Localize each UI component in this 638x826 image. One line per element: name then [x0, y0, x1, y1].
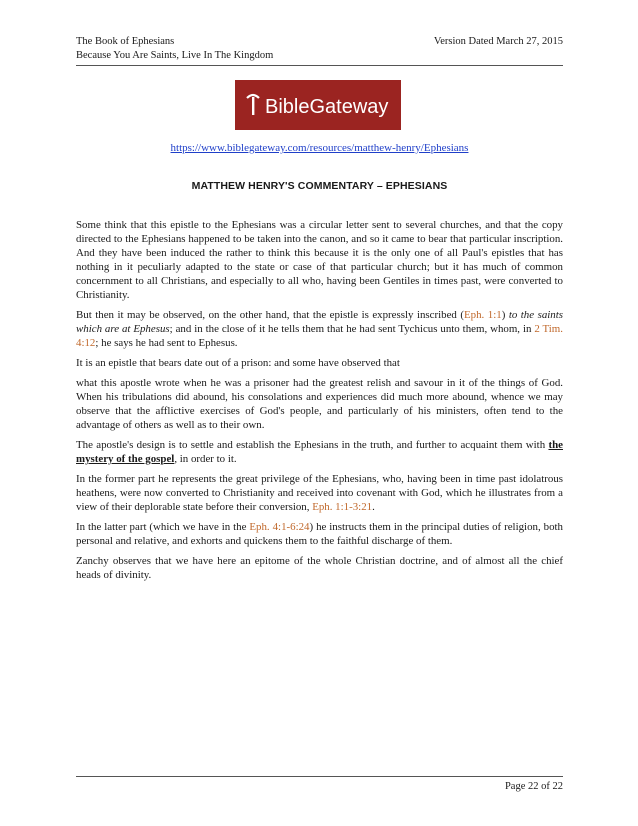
page-number: Page 22 of 22 — [504, 781, 563, 792]
footer-divider — [76, 776, 563, 777]
paragraph-2: But then it may be observed, on the other hand, that the epistle is expressly inscribed (Eph. 1:1) to the saints which are at Ephesus; and in the close of it he tells them that he had sent Tychicus unto them, whom, in 2 Tim. 4:12; he says he had sent to Ephesus. — [76, 309, 563, 349]
commentary-body — [76, 218, 563, 588]
ref-eph-1-1-3-21[interactable]: Eph. 1:1-3:21 — [312, 501, 373, 513]
paragraph-1: Some think that this epistle to the Ephesians was a circular letter sent to several churches, and that the copy directed to the Ephesians happened to be taken into the canon, and so it came to bear that particular inscription. And they have been induced the rather to think this because it is the only one of all Paul's epistles that has nothing in it peculiarly adapted to the state or case of that particular church; but it has much of common concernment to all Christians, and especially to all who, having been Gentiles in times past, were converted to Christianity. — [76, 219, 563, 301]
commentary-heading: MATTHEW HENRY'S COMMENTARY – EPHESIANS — [191, 180, 448, 192]
logo-text: BibleGateway — [265, 96, 389, 118]
header-subtitle: Because You Are Saints, Live In The Kingdom — [76, 50, 274, 61]
paragraph-7: In the latter part (which we have in the Eph. 4:1-6:24) he instructs them in the principal duties of religion, both personal and relative, and exhorts and quickens them to the faithful discharge of them. — [76, 521, 563, 547]
paragraph-8: Zanchy observes that we have here an epitome of the whole Christian doctrine, and of almost all the chief heads of divinity. — [76, 555, 563, 581]
paragraph-4: what this apostle wrote when he was a prisoner had the greatest relish and savour in it of the things of God. When his tribulations did abound, his consolations and experiences did much more abound, whence we may observe that the afflictive exercises of God's people, and particularly of his ministers, often tend to the advantage of others as well as to their own. — [76, 377, 563, 431]
ref-eph-1-1[interactable]: Eph. 1:1 — [464, 309, 502, 321]
paragraph-3: It is an epistle that bears date out of a prison: and some have observed that — [76, 357, 400, 369]
ref-2-tim-4-12[interactable]: 2 Tim. 4:12 — [76, 323, 563, 349]
paragraph-6: In the former part he represents the great privilege of the Ephesians, who, having been in time past idolatrous heathens, were now converted to Christianity and received into covenant with God, which he illustrates from a view of their deplorable state before their conversion, Eph. 1:1-3:21. — [76, 473, 563, 513]
biblegateway-logo-icon — [243, 88, 393, 122]
header-divider — [76, 65, 563, 66]
header-title: The Book of Ephesians — [76, 36, 175, 47]
header-version: Version Dated March 27, 2015 — [433, 36, 563, 47]
paragraph-5: The apostle's design is to settle and establish the Ephesians in the truth, and further to acquaint them with the mystery of the gospel, in order to it. — [76, 439, 563, 465]
page-header — [76, 35, 563, 63]
biblegateway-link[interactable]: https://www.biblegateway.com/resources/matthew-henry/Ephesians — [170, 142, 469, 154]
biblegateway-logo — [235, 80, 401, 130]
ref-eph-4-1-6-24[interactable]: Eph. 4:1-6:24 — [249, 521, 310, 533]
mystery-of-gospel-link[interactable]: the mystery of the gospel — [76, 439, 563, 465]
